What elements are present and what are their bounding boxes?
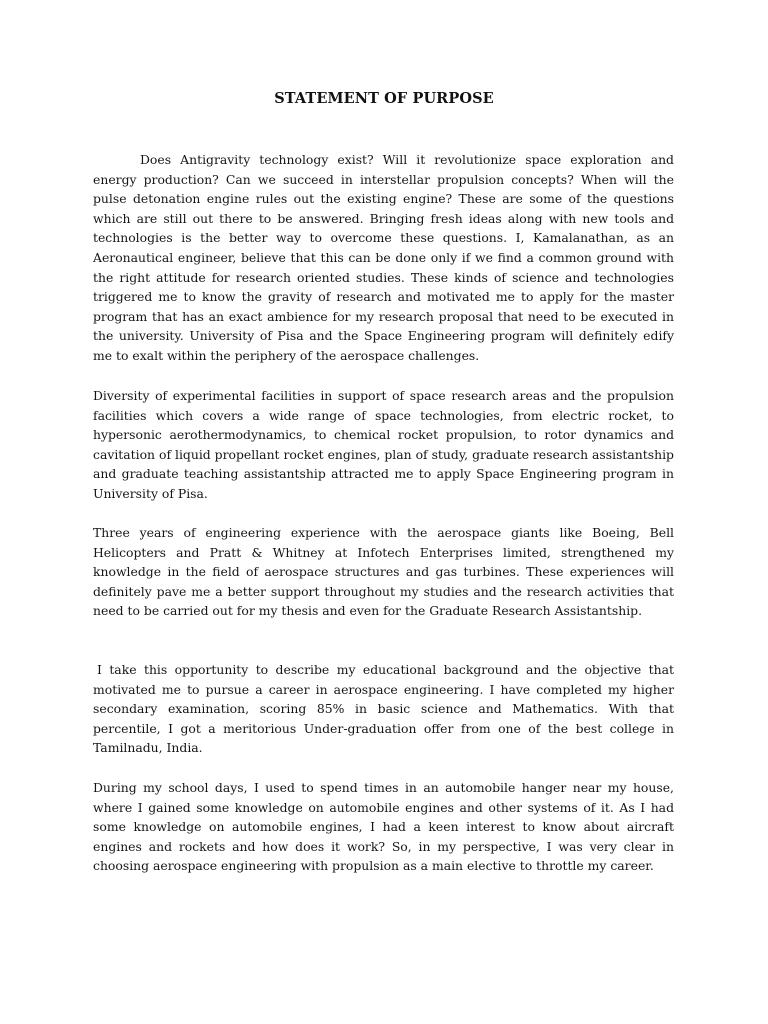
paragraph-facilities: Diversity of experimental facilities in support of space research areas and the propulsion facilities which covers a wide range of space technologies, from electric rocket, to hypersonic aerothermodynamics, to chemical rocket propulsion, to rotor dynamics and cavitation of liquid propellant rocket engines, plan of study, graduate research assistantship and graduate teaching assistantship attracted me to apply Space Engineering program in University of Pisa. <box>93 388 674 501</box>
page-title: STATEMENT OF PURPOSE <box>274 90 494 107</box>
paragraph-intro: Does Antigravity technology exist? Will it revolutionize space exploration and energy production? Can we succeed in interstellar propulsion concepts? When will the pulse detonation engine rules out the existing engine? These are some of the questions which are still out there to be answered. Bringing fresh ideas along with new tools and technologies is the better way to overcome these questions. I, Kamalanathan, as an Aeronautical engineer, believe that this can be done only if we find a common ground with the right attitude for research oriented studies. These kinds of science and technologies triggered me to know the gravity of research and motivated me to apply for the master program that has an exact ambience for my research proposal that need to be executed in the university. University of Pisa and the Space Engineering program will definitely edify me to exalt within the periphery of the aerospace challenges. <box>93 152 674 363</box>
paragraph-experience: Three years of engineering experience with the aerospace giants like Boeing, Bell Helicopters and Pratt & Whitney at Infotech Enterprises limited, strengthened my knowledge in the field of aerospace structures and gas turbines. These experiences will definitely pave me a better support throughout my studies and the research activities that need to be carried out for my thesis and even for the Graduate Research Assistantship. <box>93 525 674 619</box>
paragraph-education: I take this opportunity to describe my educational background and the objective that motivated me to pursue a career in aerospace engineering. I have completed my higher secondary examination, scoring 85% in basic science and Mathematics. With that percentile, I got a meritorious Under-graduation offer from one of the best college in Tamilnadu, India. <box>93 662 674 756</box>
paragraph-school-days: During my school days, I used to spend times in an automobile hanger near my house, where I gained some knowledge on automobile engines and other systems of it. As I had some knowledge on automobile engines, I had a keen interest to know about aircraft engines and rockets and how does it work? So, in my perspective, I was very clear in choosing aerospace engineering with propulsion as a main elective to throttle my career. <box>93 780 674 874</box>
